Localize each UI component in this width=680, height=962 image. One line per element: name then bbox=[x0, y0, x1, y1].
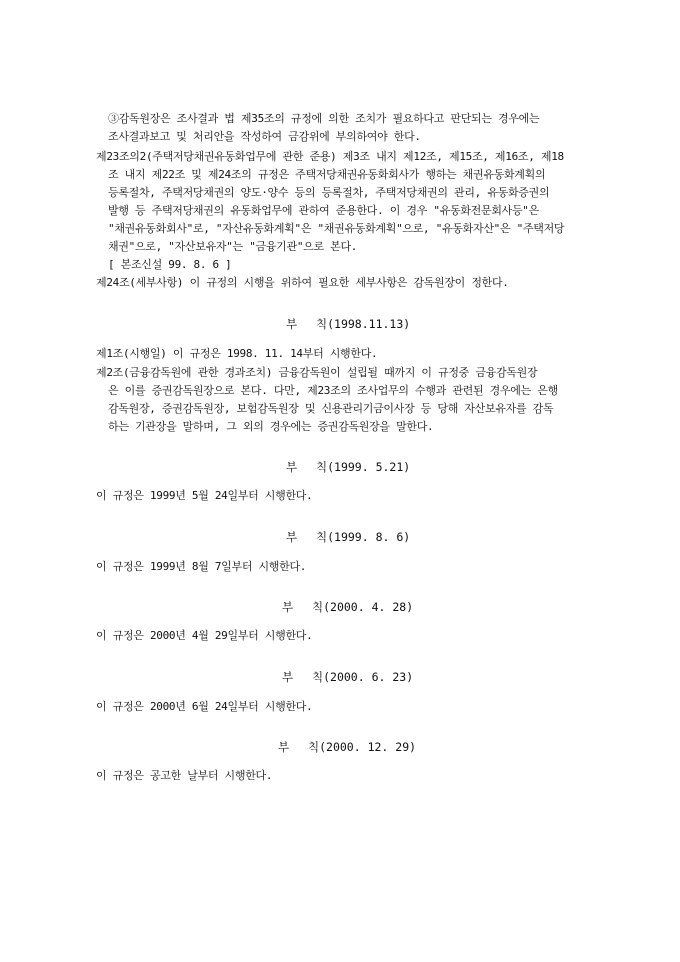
addendum-6-line: 이 규정은 공고한 날부터 시행한다. bbox=[96, 769, 273, 782]
addendum-2-line: 이 규정은 1999년 5월 24일부터 시행한다. bbox=[96, 489, 313, 502]
addendum-chik-date: 칙(2000. 12. 29) bbox=[308, 740, 417, 754]
addendum-chik-date: 칙(1998.11.13) bbox=[316, 317, 411, 331]
addendum-chik-date: 칙(2000. 6. 23) bbox=[312, 670, 414, 684]
art23-para3-line-1: ③감독원장은 조사결과 법 제35조의 규정에 의한 조치가 필요하다고 판단되는 경우에는 bbox=[108, 112, 540, 125]
addendum-bu: 부 bbox=[282, 600, 294, 614]
art24-line: 제24조(세부사항) 이 규정의 시행을 위하여 필요한 세부사항은 감독원장이 정한다. bbox=[96, 276, 509, 289]
art23-2-line-6: 채권"으로, "자산보유자"는 "금융기관"으로 본다. bbox=[108, 240, 358, 253]
addendum-heading-2000-06-23 bbox=[282, 670, 413, 684]
addendum-bu: 부 bbox=[282, 670, 294, 684]
addendum-3-line: 이 규정은 1999년 8월 7일부터 시행한다. bbox=[96, 560, 307, 573]
art23-2-line-4: 발행 등 주택저당채권의 유동화업무에 관하여 준용한다. 이 경우 "유동화전문회사등"은 bbox=[108, 204, 539, 217]
addendum-heading-1999-08-06 bbox=[286, 530, 410, 544]
addendum-4-line: 이 규정은 2000년 4월 29일부터 시행한다. bbox=[96, 629, 313, 642]
addendum-chik-date: 칙(1999. 8. 6) bbox=[316, 530, 411, 544]
addendum-5-line: 이 규정은 2000년 6월 24일부터 시행한다. bbox=[96, 700, 313, 713]
art23-2-line-1: 제23조의2(주택저당채권유동화업무에 관한 준용) 제3조 내지 제12조, 제15조, 제16조, 제18 bbox=[96, 150, 564, 163]
addendum-1-article2-line-1: 제2조(금융감독원에 관한 경과조치) 금융감독원이 설립될 때까지 이 규정중 금융감독원장 bbox=[96, 366, 538, 379]
addendum-bu: 부 bbox=[286, 530, 298, 544]
addendum-1-article2-line-2: 은 이를 증권감독원장으로 본다. 다만, 제23조의 조사업무의 수행과 관련된 경우에는 은행 bbox=[108, 384, 558, 397]
addendum-bu: 부 bbox=[278, 740, 290, 754]
addendum-chik-date: 칙(2000. 4. 28) bbox=[312, 600, 414, 614]
addendum-1-article1: 제1조(시행일) 이 규정은 1998. 11. 14부터 시행한다. bbox=[96, 347, 378, 360]
addendum-bu: 부 bbox=[286, 460, 298, 474]
addendum-heading-2000-04-28 bbox=[282, 600, 413, 614]
addendum-heading-2000-12-29 bbox=[278, 740, 416, 754]
art23-2-line-3: 등록절차, 주택저당채권의 양도·양수 등의 등록절차, 주택저당채권의 관리, 유동화증권의 bbox=[108, 186, 550, 199]
addendum-chik-date: 칙(1999. 5.21) bbox=[316, 460, 411, 474]
art23-para3-line-2: 조사결과보고 및 처리안을 작성하여 금감위에 부의하여야 한다. bbox=[108, 130, 421, 143]
addendum-bu: 부 bbox=[286, 317, 298, 331]
addendum-1-article2-line-3: 감독원장, 증권감독원장, 보험감독원장 및 신용관리기금이사장 등 당해 자산보유자를 감독 bbox=[108, 402, 554, 415]
art23-2-amendment-note: [ 본조신설 99. 8. 6 ] bbox=[108, 258, 232, 271]
addendum-heading-1999-05-21 bbox=[286, 460, 410, 474]
addendum-heading-1998-11-13 bbox=[286, 317, 410, 331]
addendum-1-article2-line-4: 하는 기관장을 말하며, 그 외의 경우에는 증권감독원장을 말한다. bbox=[108, 420, 434, 433]
art23-2-line-2: 조 내지 제22조 및 제24조의 규정은 주택저당채권유동화회사가 행하는 채권유동화계획의 bbox=[108, 168, 546, 181]
art23-2-line-5: "채권유동화회사"로, "자산유동화계획"은 "채권유동화계획"으로, "유동화자산"은 "주택저당 bbox=[108, 222, 565, 235]
